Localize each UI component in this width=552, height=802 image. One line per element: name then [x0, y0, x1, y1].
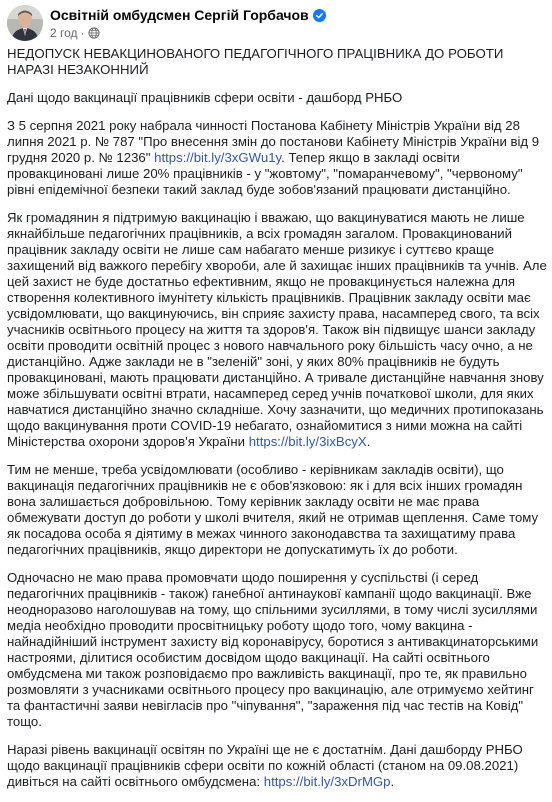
post-body — [7, 46, 547, 802]
post-paragraph-2 — [7, 210, 547, 450]
link-moh-contraindications[interactable]: https://bit.ly/3ixBcyX — [248, 434, 367, 449]
paragraph-2-text-b: . — [366, 434, 371, 449]
globe-icon[interactable] — [88, 27, 100, 39]
post-paragraph-3: Тим не менше, треба усвідомлювати (особливо - керівникам закладів освіти), що вакцинація педагогічних працівників не є обов'язковою: як і для всіх інших громадян вона залишається добровільною. Тому керівник закладу освіти не має права обмежувати доступ до роботи у школі вчителя, який не отримав щеплення. Саме тому як посадова особа я діятиму в межах чинного законодавства та захищатиму права педагогічних працівників, якщо директори не допускатимуть їх до роботи. — [7, 462, 539, 557]
avatar-portrait — [7, 5, 43, 41]
post-paragraph-1 — [7, 118, 547, 198]
meta-separator: · — [80, 26, 85, 40]
avatar[interactable] — [7, 5, 43, 41]
post-timestamp[interactable]: 2 год — [50, 26, 78, 40]
paragraph-1-text-a: З 5 серпня 2021 року набрала чинності Постанова Кабінету Міністрів України від 28 липня 2021 р. № 787 "Про внесення змін до постанови Кабінету Міністрів України від 9 грудня 2020 р. № 1236" — [7, 118, 540, 165]
link-cabinet-resolution[interactable]: https://bit.ly/3xGWu1y — [154, 150, 282, 165]
post-meta — [50, 26, 100, 40]
author-name-text[interactable]: Освітній омбудсмен Сергій Горбачов — [50, 7, 309, 23]
verified-badge-icon — [313, 9, 326, 22]
paragraph-5-text-b: . — [390, 774, 395, 789]
paragraph-5-text-a: Наразі рівень вакцинації освітян по Україні ще не є достатнім. Дані дашборду РНБО щодо вакцинації працівників сфери освіти по кожній області (станом на 09.08.2021) дивіться на сайті освітнього омбудсмена: — [7, 742, 523, 789]
post-headline: НЕДОПУСК НЕВАКЦИНОВАНОГО ПЕДАГОГІЧНОГО ПРАЦІВНИКА ДО РОБОТИ НАРАЗІ НЕЗАКОННИЙ — [7, 46, 504, 77]
paragraph-1-text-b: . Тепер якщо в закладі освіти провакциновані лише 20% працівників - у "жовтому", "помаранчевому", "червоному" рівні епідемічної безпеки такий заклад буде зобов'язаний працювати дистанційно. — [7, 150, 523, 197]
author-name[interactable] — [50, 6, 326, 24]
paragraph-2-text-a: Як громадянин я підтримую вакцинацію і вважаю, що вакцинуватися мають не лише якнайбільше педагогічних працівників, а всіх громадян загалом. Провакцинований працівник закладу освіти не лише сам набагато менше ризикує і суттєво краще захищений від важкого перебігу хвороби, але й захищає інших працівників та учнів. Але цей захист не буде достатньо ефективним, якщо не провакцинується належна для створення колективного імунітету кількість працівників. Працівник закладу освіти має усвідомлювати, що вакцинуючись, він сприяє захисту права, насамперед свого, та всіх учасників освітнього процесу на життя та здоров'я. Також він підвищує шанси закладу освіти проводити освітній процес з нового навчального року більшість часу очно, а не дистанційно. Адже заклади не в "зеленій" зоні, у яких 80% працівників не будуть провакциновані, мають працювати дистанційно. А тривале дистанційне навчання знову може збільшувати освітні втрати, насамперед серед учнів початкової школи, для яких навчатися дистанційно значно складніше. Хочу зазначити, що медичних протипоказань щодо вакцинування проти COVID-19 небагато, ознайомитися з ними можна на сайті Міністерства охорони здоров'я України — [7, 210, 547, 449]
post-paragraph-5 — [7, 742, 547, 790]
link-rnbo-dashboard[interactable]: https://bit.ly/3xDrMGp — [263, 774, 391, 789]
post-header — [0, 0, 552, 44]
post-paragraph-4: Одночасно не маю права промовчати щодо поширення у суспільстві (і серед педагогічних працівників - також) ганебної антинауковї кампанії щодо вакцинації. Вже неодноразово наголошував на тому, що спільними зусиллями, в тому числі зусиллями медіа необхідно проводити просвітницьку роботу щодо того, чому вакцина - найнадійніший інструмент захисту від коронавірусу, боротися з антивакцинаторськими настроями, ділитися особистим досвідом щодо вакцинації. На сайті освітнього омбудсмена ми також розповідаємо про важливість вакцинації, про те, як правильно розмовляти з учасниками освітнього процесу про вакцинацію, але отримуємо хейтинг та фантастичні заяви невігласів про "чіпування", "зараження під час тестів на Ковід" тощо. — [7, 570, 539, 729]
post-subheading: Дані щодо вакцинації працівників сфери освіти - дашборд РНБО — [7, 90, 403, 105]
